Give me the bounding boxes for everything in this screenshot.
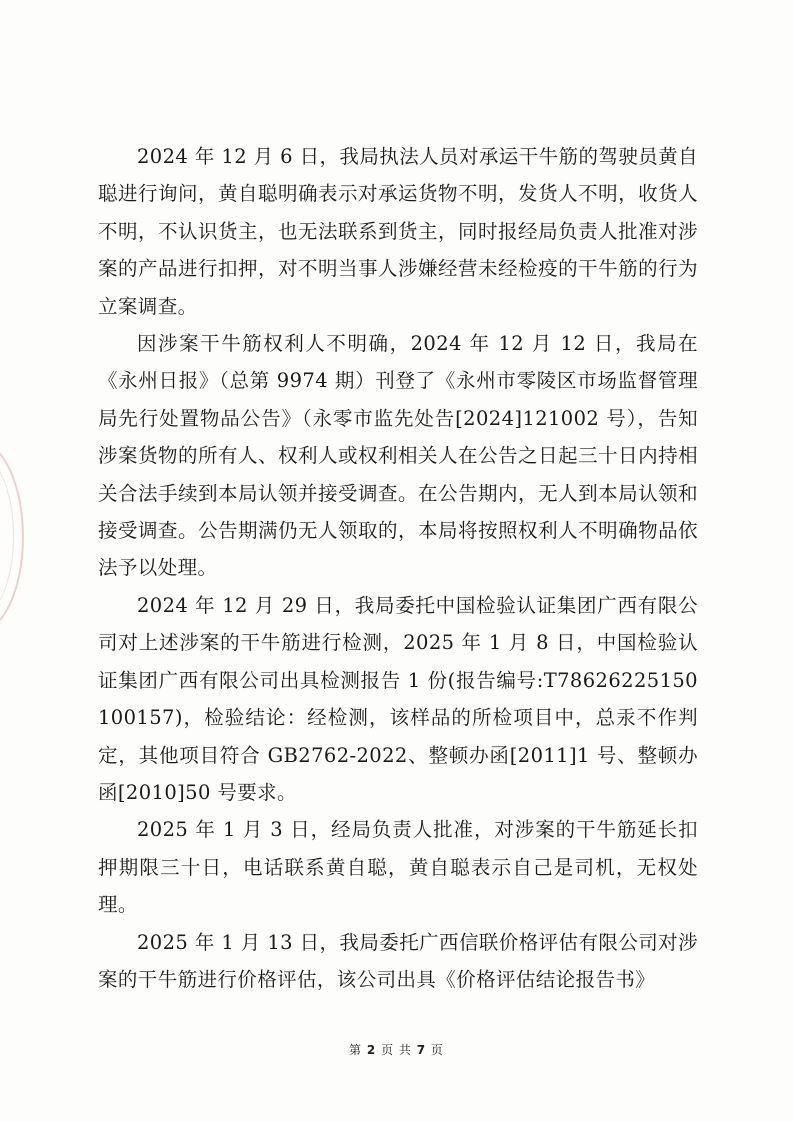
footer-suffix: 页: [430, 1043, 444, 1057]
page-number-footer: [0, 1041, 793, 1058]
footer-middle: 页 共: [381, 1043, 412, 1057]
paragraph-inspection: 2024 年 12 月 29 日，我局委托中国检验认证集团广西有限公司对上述涉案的干牛筋进行检测，2025 年 1 月 8 日，中国检验认证集团广西有限公司出具检测报告 1 份(报告编号:T78626225150100157)，检验结论：经检测，该样品的所检项目中，总汞不作判定，其他项目符合 GB2762-2022、整顿办函[2011]1 号、整顿办函[2010]50 号要求。: [98, 593, 698, 804]
paragraph-seizure-extension: 2025 年 1 月 3 日，经局负责人批准，对涉案的干牛筋延长扣押期限三十日，电话联系黄自聪，黄自聪表示自己是司机，无权处理。: [98, 818, 698, 917]
footer-prefix: 第: [349, 1043, 363, 1057]
paragraph-public-notice: 因涉案干牛筋权利人不明确，2024 年 12 月 12 日，我局在《永州日报》（总第 9974 期）刊登了《永州市零陵区市场监督管理局先行处置物品公告》（永零市监先处告[2024]121002 号），告知涉案货物的所有人、权利人或权利相关人在公告之日起三十日内持相关合法手续到本局认领并接受调查。在公告期内，无人到本局认领和接受调查。公告期满仍无人领取的，本局将按照权利人不明确物品依法予以处理。: [98, 332, 698, 580]
paragraph-inquiry: 2024 年 12 月 6 日，我局执法人员对承运干牛筋的驾驶员黄自聪进行询问，黄自聪明确表示对承运货物不明，发货人不明，收货人不明，不认识货主，也无法联系到货主，同时报经局负责人批准对涉案的产品进行扣押，对不明当事人涉嫌经营未经检疫的干牛筋的行为立案调查。: [98, 145, 698, 318]
document-body: [98, 138, 698, 998]
total-pages-number: 7: [416, 1043, 427, 1057]
paragraph-price-evaluation: 2025 年 1 月 13 日，我局委托广西信联价格评估有限公司对涉案的干牛筋进行价格评估，该公司出具《价格评估结论报告书》: [98, 930, 698, 991]
current-page-number: 2: [366, 1043, 377, 1057]
